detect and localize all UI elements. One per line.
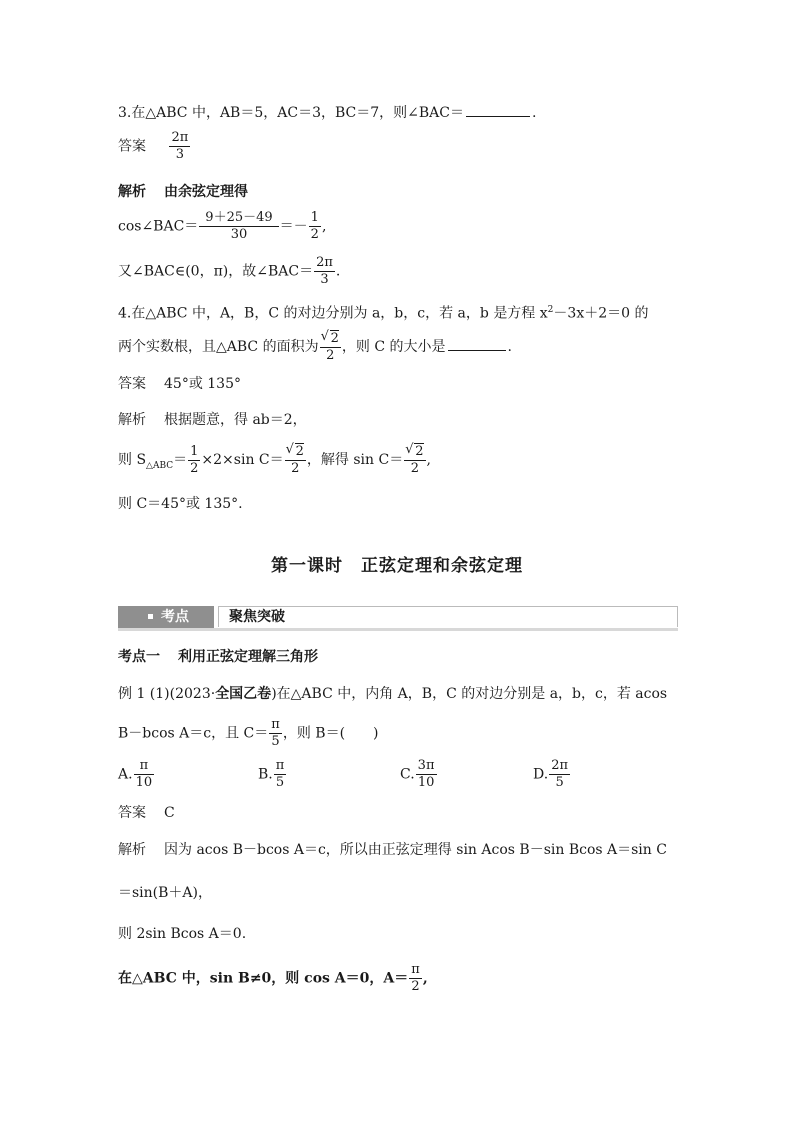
- example-line2: B－bcos A＝c，且 C＝ $\frac{\pi}{5}$ ，则 B＝( ): [118, 717, 379, 749]
- option-b: B. $\frac{\pi}{5}$: [258, 758, 285, 790]
- q3-text: 3.在△ABC 中，AB＝5，AC＝3，BC＝7，则∠BAC＝: [118, 105, 464, 121]
- cos-fraction: $\frac{9+25-49}{30}$: [199, 210, 278, 243]
- section-heading: 第一课时 正弦定理和余弦定理: [271, 556, 523, 576]
- q4-answer: 答案 45°或 135°: [118, 376, 241, 392]
- answer-label: 答案: [118, 805, 146, 821]
- q3-question: 3.在△ABC 中，AB＝5，AC＝3，BC＝7，则∠BAC＝ .: [118, 102, 536, 123]
- banner-title: 聚焦突破: [218, 606, 678, 627]
- example-analysis-line2: ＝sin(B＋A)，: [118, 885, 213, 901]
- q4-conclusion: 则 C＝45°或 135°.: [118, 496, 243, 512]
- example-analysis-line1: 解析 因为 acos B－bcos A＝c，所以由正弦定理得 sin Acos B－sin Bcos A＝sin C: [118, 842, 667, 858]
- q3-answer-blank: [466, 102, 530, 117]
- q3-analysis: 解析 由余弦定理得: [118, 184, 248, 200]
- example-line1: 例 1 (1)(2023·全国乙卷)在△ABC 中，内角 A，B，C 的对边分别是 a，b，c，若 acos: [118, 686, 668, 702]
- example-analysis-line3: 则 2sin Bcos A＝0.: [118, 926, 247, 942]
- analysis-label: 解析: [118, 184, 146, 200]
- option-a: A. $\frac{\pi}{10}$: [118, 758, 153, 790]
- answer-label: 答案: [118, 138, 146, 155]
- section-banner: [118, 606, 678, 628]
- half-fraction: $\frac{1}{2}$: [310, 210, 319, 242]
- q3-answer-fraction: $\frac{2\pi}{3}$: [171, 130, 189, 162]
- analysis-label: 解析: [118, 842, 146, 858]
- banner-tag: 考点: [118, 606, 214, 628]
- example-answer: 答案 C: [118, 805, 175, 821]
- q4-question-line2: 两个实数根，且△ABC 的面积为 √ $\frac{2}{2}$ ，则 C 的大小是 .: [118, 330, 512, 364]
- q4-area-formula: 则 $S_{\triangle ABC}=$ $\frac{1}{2}$ ×2×sin C＝ √ $\frac{2}{2}$ ，解得 sin C＝ √ $\frac{2}{2}$ ,: [118, 443, 431, 477]
- q3-range: 又∠BAC∈(0，π)，故∠BAC＝ $\frac{2\pi}{3}$ .: [118, 255, 341, 287]
- option-d: D. $\frac{2\pi}{5}$: [533, 758, 569, 790]
- answer-label: 答案: [118, 376, 146, 392]
- q3-answer: [118, 130, 191, 163]
- q4-question-line1: 4.在△ABC 中，A，B，C 的对边分别为 a，b，c，若 a，b 是方程 $x^2-3x+2=0$ 的: [118, 305, 649, 322]
- range-fraction: $\frac{2\pi}{3}$: [316, 255, 333, 287]
- q4-answer-blank: [448, 336, 506, 351]
- banner-rule: [118, 628, 678, 631]
- square-bullet-icon: [148, 614, 153, 619]
- area-fraction: √ $\frac{2}{2}$: [320, 330, 341, 364]
- topic-heading: 考点一 利用正弦定理解三角形: [118, 649, 318, 665]
- example-analysis-line4: 在△ABC 中，sin B≠0，则 cos A＝0，A＝ $\frac{\pi}{2}$ ,: [118, 962, 428, 994]
- analysis-label: 解析: [118, 412, 146, 428]
- q4-analysis: 解析 根据题意，得 ab＝2，: [118, 412, 307, 428]
- option-c: C. $\frac{3\pi}{10}$: [400, 758, 435, 790]
- q3-cos-formula: cos∠BAC＝ $\frac{9+25-49}{30}$ ＝－ $\frac{1}{2}$ ,: [118, 210, 327, 242]
